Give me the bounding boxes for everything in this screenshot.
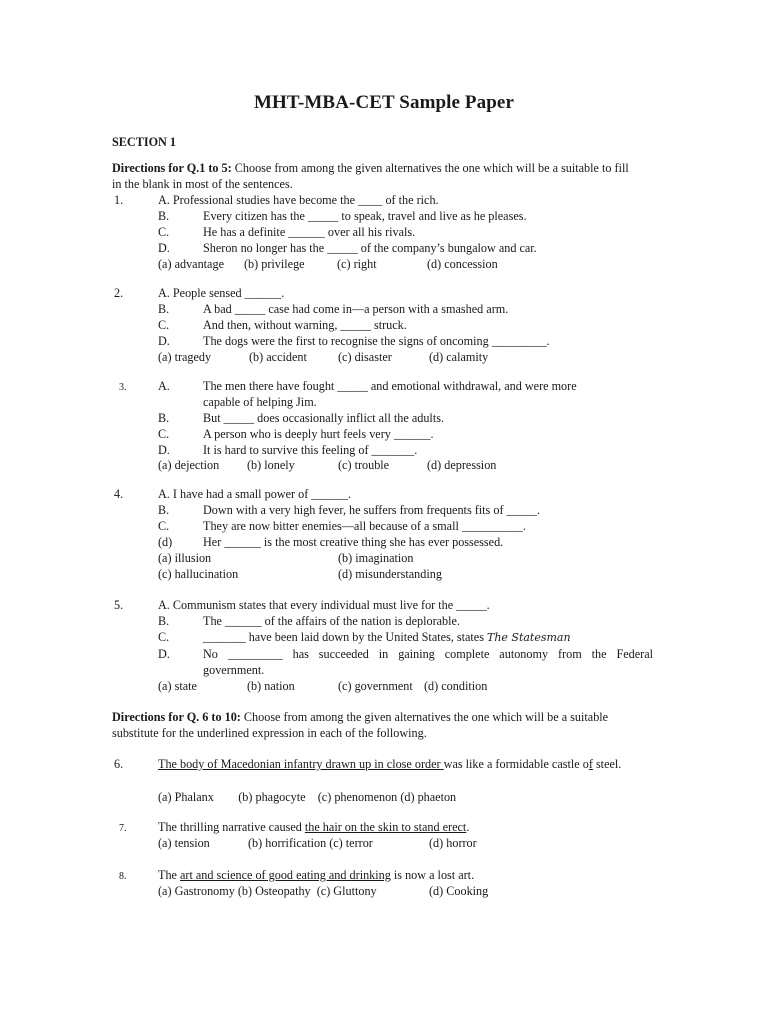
directions-2	[112, 710, 608, 725]
directions-1-line2: in the blank in most of the sentences.	[112, 177, 293, 191]
directions-1-label: Directions for Q.1 to 5:	[112, 161, 232, 175]
q8-underlined: art and science of good eating and drinking	[180, 868, 391, 882]
directions-2-label: Directions for Q. 6 to 10:	[112, 710, 241, 724]
q2-sentence-b: A bad _____ case had come in—a person with a smashed arm.	[203, 302, 509, 316]
q2-option-b: (b) accident	[249, 350, 307, 364]
q2-key-d: D.	[158, 334, 170, 348]
q3-sentence-c: A person who is deeply hurt feels very ______.	[203, 427, 434, 441]
q4-option-a: (a) illusion	[158, 551, 212, 565]
directions-1	[112, 161, 629, 176]
q7-post: .	[466, 820, 470, 834]
q4-option-d: (d) misunderstanding	[338, 567, 442, 581]
q7-option-a: (a) tension	[158, 836, 210, 850]
question-number: 6.	[114, 757, 124, 771]
question-number: 2.	[114, 286, 124, 300]
directions-2-line2: substitute for the underlined expression in each of the following.	[112, 726, 427, 740]
directions-1-text: Choose from among the given alternatives the one which will be a suitable to fill	[231, 161, 629, 175]
section-heading: SECTION 1	[112, 135, 177, 149]
q2-sentence-d: The dogs were the first to recognise the signs of oncoming _________.	[203, 334, 550, 348]
q7-option-b: (b) horrification (c) terror	[248, 836, 373, 850]
q6-options: (a) Phalanx (b) phagocyte (c) phenomenon (d) phaeton	[158, 790, 457, 804]
q5-sentence-c-text: _______ have been laid down by the United States, states	[203, 630, 487, 644]
q5-option-c: (c) government	[338, 679, 413, 693]
q6-sentence	[158, 757, 621, 772]
q8-sentence	[158, 868, 474, 883]
q2-option-c: (c) disaster	[338, 350, 392, 364]
q4-option-b: (b) imagination	[338, 551, 414, 565]
q5-option-b: (b) nation	[247, 679, 295, 693]
q2-key-c: C.	[158, 318, 170, 332]
q7-option-d: (d) horror	[429, 836, 477, 850]
q7-underlined: the hair on the skin to stand erect	[304, 820, 467, 834]
q3-sentence-a: The men there have fought _____ and emotional withdrawal, and were more	[203, 379, 577, 393]
q1-sentence-a: A. Professional studies have become the ____ of the rich.	[158, 193, 439, 207]
q3-sentence-b: But _____ does occasionally inflict all the adults.	[203, 411, 444, 425]
q4-sentence-d: Her ______ is the most creative thing she has ever possessed.	[203, 535, 504, 549]
q5-sentence-c	[203, 630, 571, 645]
q6-rest-underlined: f	[588, 757, 593, 771]
q4-key-d: (d)	[158, 535, 173, 549]
q2-sentence-c: And then, without warning, _____ struck.	[203, 318, 407, 332]
q3-option-b: (b) lonely	[247, 458, 295, 472]
q2-sentence-a: A. People sensed ______.	[158, 286, 285, 300]
directions-2-text: Choose from among the given alternatives the one which will be a suitable	[240, 710, 609, 724]
q6-rest-end: steel.	[592, 757, 622, 771]
q4-key-c: C.	[158, 519, 170, 533]
q5-key-b: B.	[158, 614, 170, 628]
q4-sentence-a: A. I have had a small power of ______.	[158, 487, 351, 501]
q5-sentence-a: A. Communism states that every individual must live for the _____.	[158, 598, 490, 612]
question-number: 1.	[114, 193, 124, 207]
q6-rest: was like a formidable castle o	[443, 757, 589, 771]
q3-key-a: A.	[158, 379, 170, 393]
q2-option-a: (a) tragedy	[158, 350, 212, 364]
q3-key-d: D.	[158, 443, 170, 457]
q1-option-c: (c) right	[337, 257, 377, 271]
q7-sentence	[158, 820, 469, 835]
question-number: 3.	[119, 382, 127, 393]
q3-option-c: (c) trouble	[338, 458, 390, 472]
q1-option-a: (a) advantage	[158, 257, 224, 271]
q1-option-b: (b) privilege	[244, 257, 305, 271]
q5-option-a: (a) state	[158, 679, 197, 693]
q3-sentence-d: It is hard to survive this feeling of _______.	[203, 443, 418, 457]
q4-sentence-b: Down with a very high fever, he suffers from frequents fits of _____.	[203, 503, 541, 517]
q1-key-d: D.	[158, 241, 170, 255]
q4-option-c: (c) hallucination	[158, 567, 239, 581]
question-number: 5.	[114, 598, 124, 612]
q7-pre: The thrilling narrative caused	[158, 820, 305, 834]
q8-post: is now a lost art.	[390, 868, 475, 882]
question-number: 7.	[119, 823, 127, 834]
q1-key-c: C.	[158, 225, 170, 239]
q1-key-b: B.	[158, 209, 170, 223]
q8-options-abc: (a) Gastronomy (b) Osteopathy (c) Gluttony	[158, 884, 377, 898]
question-number: 8.	[119, 871, 127, 882]
q4-key-b: B.	[158, 503, 170, 517]
q4-sentence-c: They are now bitter enemies—all because of a small __________.	[203, 519, 526, 533]
q3-key-c: C.	[158, 427, 170, 441]
q1-option-d: (d) concession	[427, 257, 498, 271]
q5-key-d: D.	[158, 647, 170, 661]
q3-option-d: (d) depression	[427, 458, 497, 472]
q1-sentence-b: Every citizen has the _____ to speak, travel and live as he pleases.	[203, 209, 527, 223]
q1-sentence-d: Sheron no longer has the _____ of the company’s bungalow and car.	[203, 241, 537, 255]
page-title: MHT-MBA-CET Sample Paper	[254, 92, 514, 113]
q3-key-b: B.	[158, 411, 170, 425]
q5-key-c: C.	[158, 630, 170, 644]
q5-option-d: (d) condition	[424, 679, 488, 693]
q5-sentence-d-cont: government.	[203, 663, 265, 677]
q6-underlined: The body of Macedonian infantry drawn up in close order	[158, 757, 444, 771]
q5-sentence-b: The ______ of the affairs of the nation is deplorable.	[203, 614, 460, 628]
question-number: 4.	[114, 487, 124, 501]
q3-option-a: (a) dejection	[158, 458, 220, 472]
q5-source: The Statesman	[486, 631, 571, 644]
q8-option-d: (d) Cooking	[429, 884, 489, 898]
q2-option-d: (d) calamity	[429, 350, 489, 364]
q5-sentence-d: No _________ has succeeded in gaining complete autonomy from the Federal	[203, 647, 653, 661]
q3-sentence-a-cont: capable of helping Jim.	[203, 395, 317, 409]
q8-pre: The	[158, 868, 180, 882]
q2-key-b: B.	[158, 302, 170, 316]
q1-sentence-c: He has a definite ______ over all his rivals.	[203, 225, 416, 239]
